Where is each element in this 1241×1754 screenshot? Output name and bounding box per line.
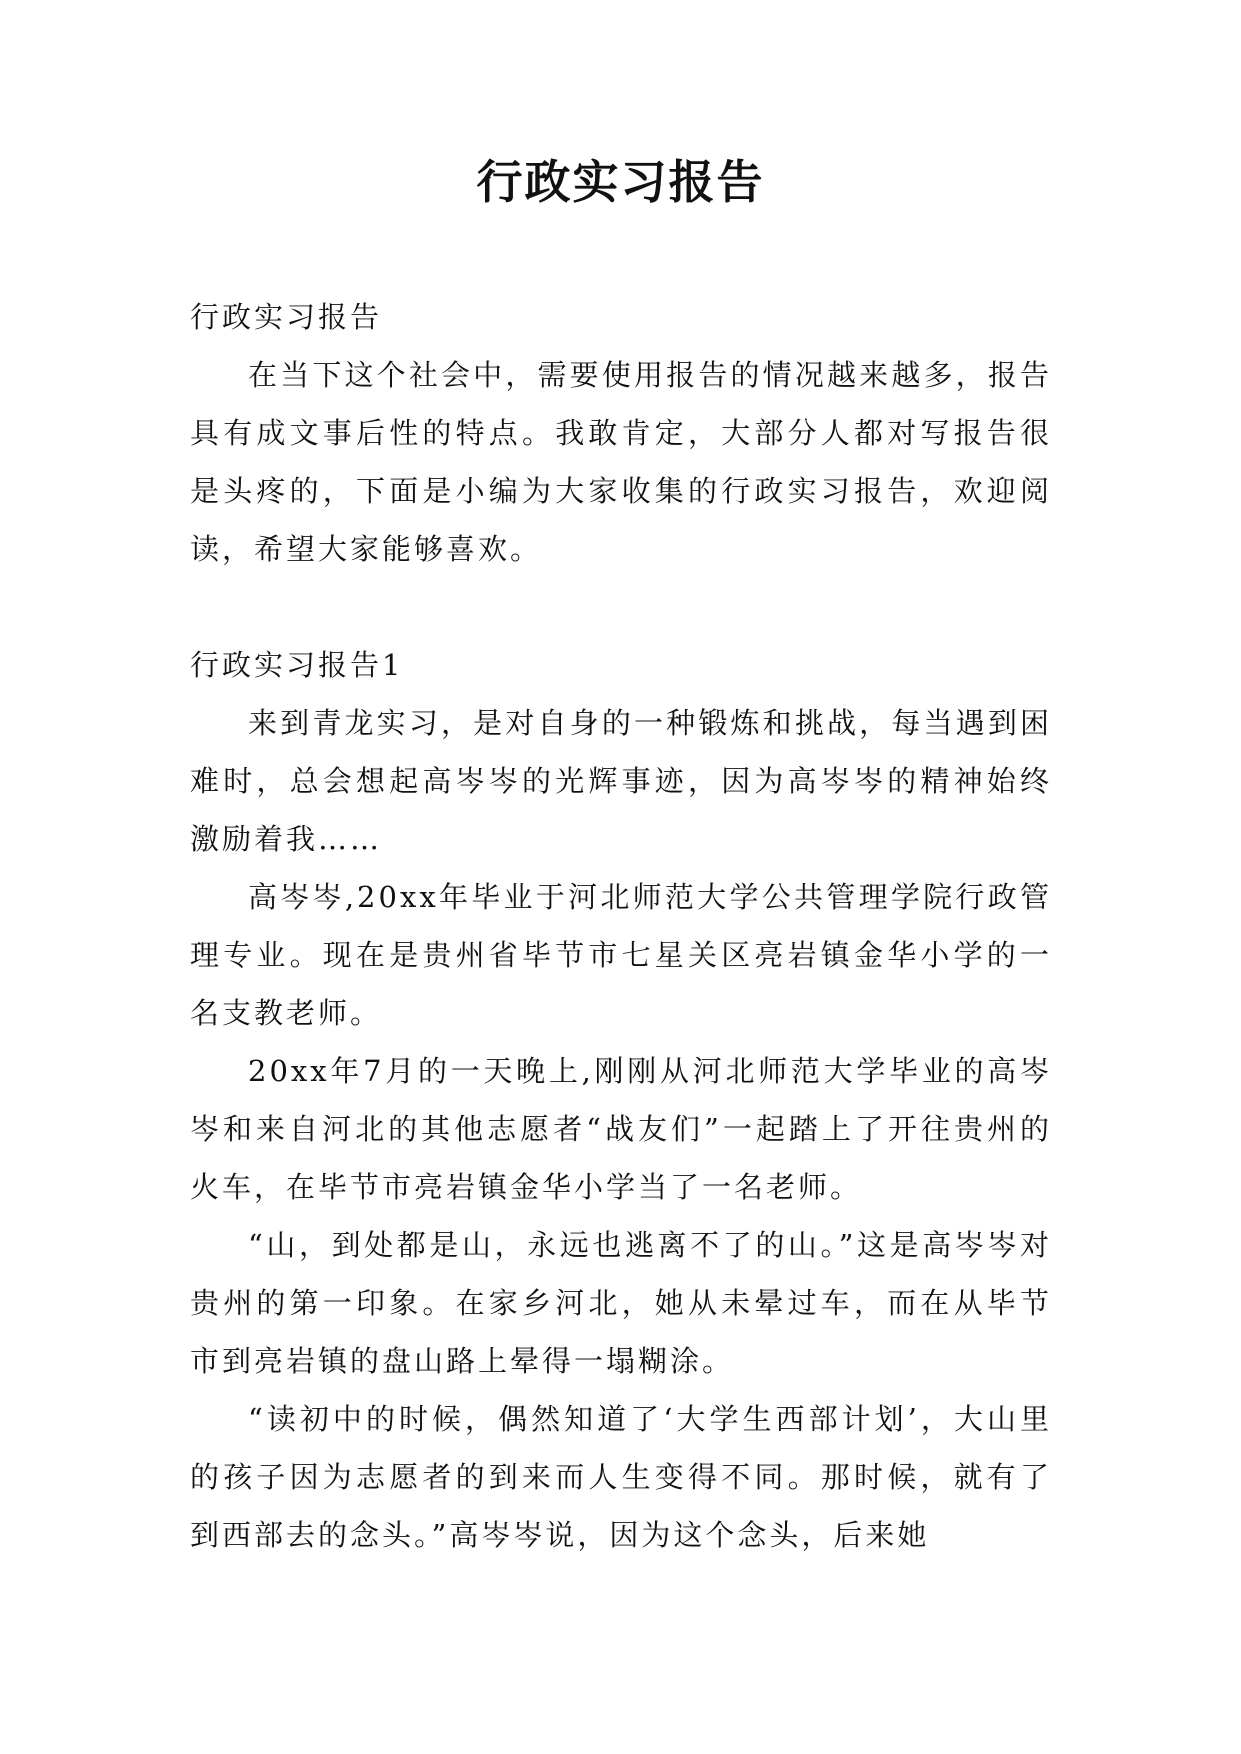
intro-paragraph: 在当下这个社会中，需要使用报告的情况越来越多，报告具有成文事后性的特点。我敢肯定，大部分人都对写报告很是头疼的，下面是小编为大家收集的行政实习报告，欢迎阅读，希望大家能够喜欢。	[190, 358, 1052, 566]
body-paragraph: “山，到处都是山，永远也逃离不了的山。”这是高岑岑对贵州的第一印象。在家乡河北，她从未晕过车，而在从毕节市到亮岩镇的盘山路上晕得一塌糊涂。	[190, 1228, 1052, 1378]
document-subtitle: 行政实习报告	[190, 300, 383, 334]
section-spacer	[190, 578, 1052, 636]
document-body	[190, 288, 1052, 1564]
body-paragraph: “读初中的时候，偶然知道了‘大学生西部计划’，大山里的孩子因为志愿者的到来而人生变得不同。那时候，就有了到西部去的念头。”高岑岑说，因为这个念头，后来她	[190, 1402, 1052, 1552]
body-paragraph: 来到青龙实习，是对自身的一种锻炼和挑战，每当遇到困难时，总会想起高岑岑的光辉事迹，因为高岑岑的精神始终激励着我……	[190, 706, 1052, 856]
body-paragraph: 20xx年7月的一天晚上,刚刚从河北师范大学毕业的高岑岑和来自河北的其他志愿者“战友们”一起踏上了开往贵州的火车，在毕节市亮岩镇金华小学当了一名老师。	[190, 1054, 1052, 1204]
section-heading: 行政实习报告1	[190, 648, 404, 682]
document-title: 行政实习报告	[476, 155, 765, 209]
body-paragraph: 高岑岑,20xx年毕业于河北师范大学公共管理学院行政管理专业。现在是贵州省毕节市七星关区亮岩镇金华小学的一名支教老师。	[190, 880, 1052, 1030]
